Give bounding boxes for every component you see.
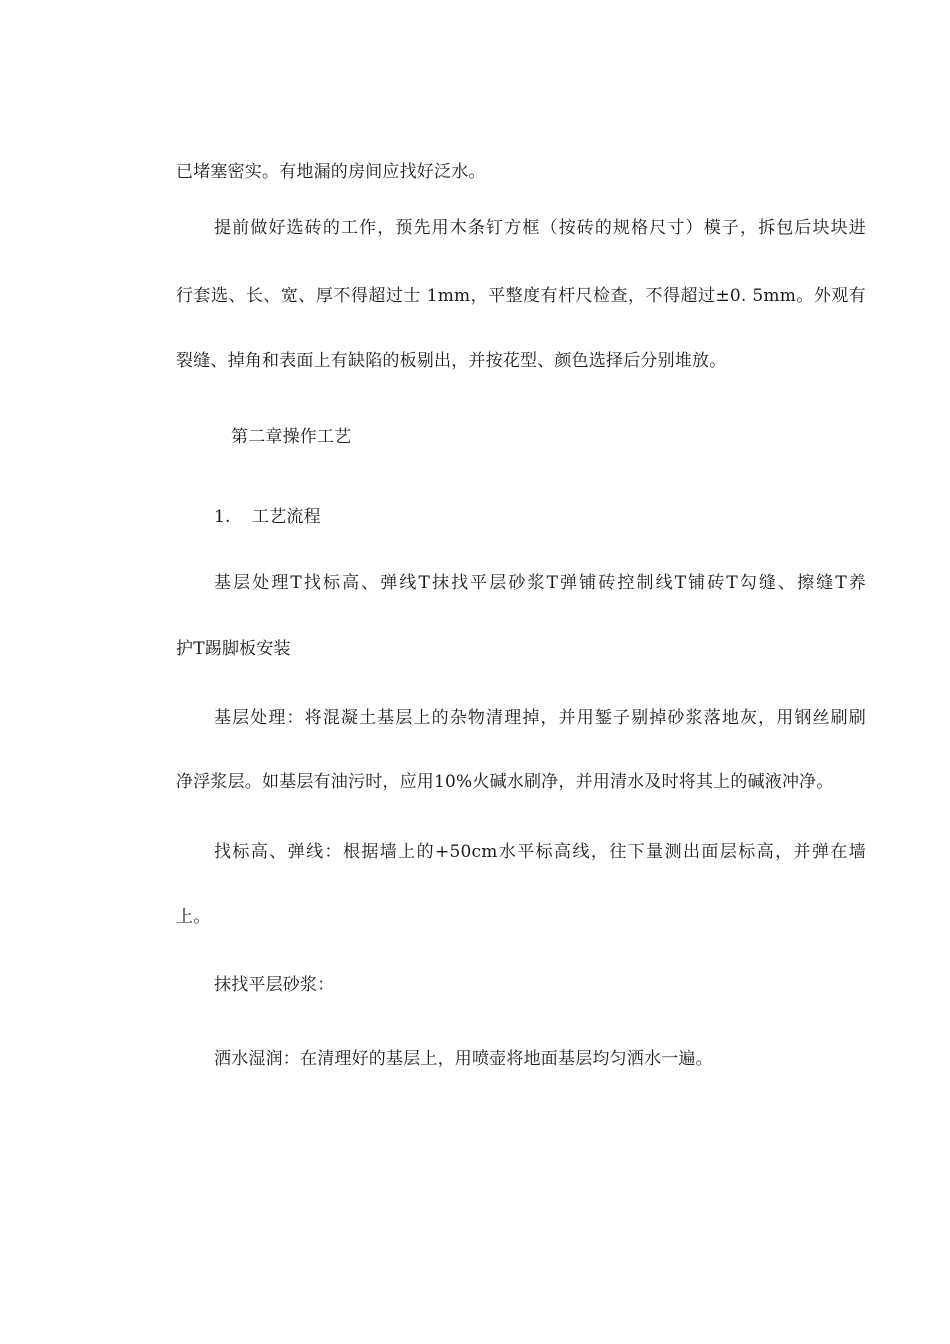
paragraph-line: 提前做好选砖的工作，预先用木条钉方框（按砖的规格尺寸）模子，拆包后块块进 [214, 218, 866, 238]
paragraph-line: 护T踢脚板安装 [176, 639, 291, 659]
paragraph-line: 基层处理：将混凝土基层上的杂物清理掉，并用錾子剔掉砂浆落地灰，用钢丝刷刷 [214, 708, 866, 728]
paragraph-line: 裂缝、掉角和表面上有缺陷的板剔出，并按花型、颜色选择后分别堆放。 [176, 351, 727, 371]
paragraph-line: 找标高、弹线：根据墙上的+50cm水平标高线，往下量测出面层标高，并弹在墙 [214, 842, 866, 862]
paragraph-line: 上。 [176, 907, 211, 927]
paragraph-line: 已堵塞密实。有地漏的房间应找好泛水。 [176, 162, 486, 182]
paragraph-line: 抹找平层砂浆： [214, 975, 335, 995]
paragraph-line: 行套选、长、宽、厚不得超过士 1mm，平整度有杆尺检查，不得超过±0. 5mm。外观有 [176, 286, 866, 306]
list-number: 1. [214, 507, 231, 527]
list-item-title: 工艺流程 [252, 507, 321, 527]
chapter-heading: 第二章操作工艺 [231, 427, 352, 447]
paragraph-line: 洒水湿润：在清理好的基层上，用喷壶将地面基层均匀洒水一遍。 [214, 1049, 713, 1069]
paragraph-line: 净浮浆层。如基层有油污时，应用10%火碱水刷净，并用清水及时将其上的碱液冲净。 [176, 772, 834, 792]
paragraph-line: 基层处理T找标高、弹线T抹找平层砂浆T弹铺砖控制线T铺砖T勾缝、擦缝T养 [214, 573, 866, 593]
